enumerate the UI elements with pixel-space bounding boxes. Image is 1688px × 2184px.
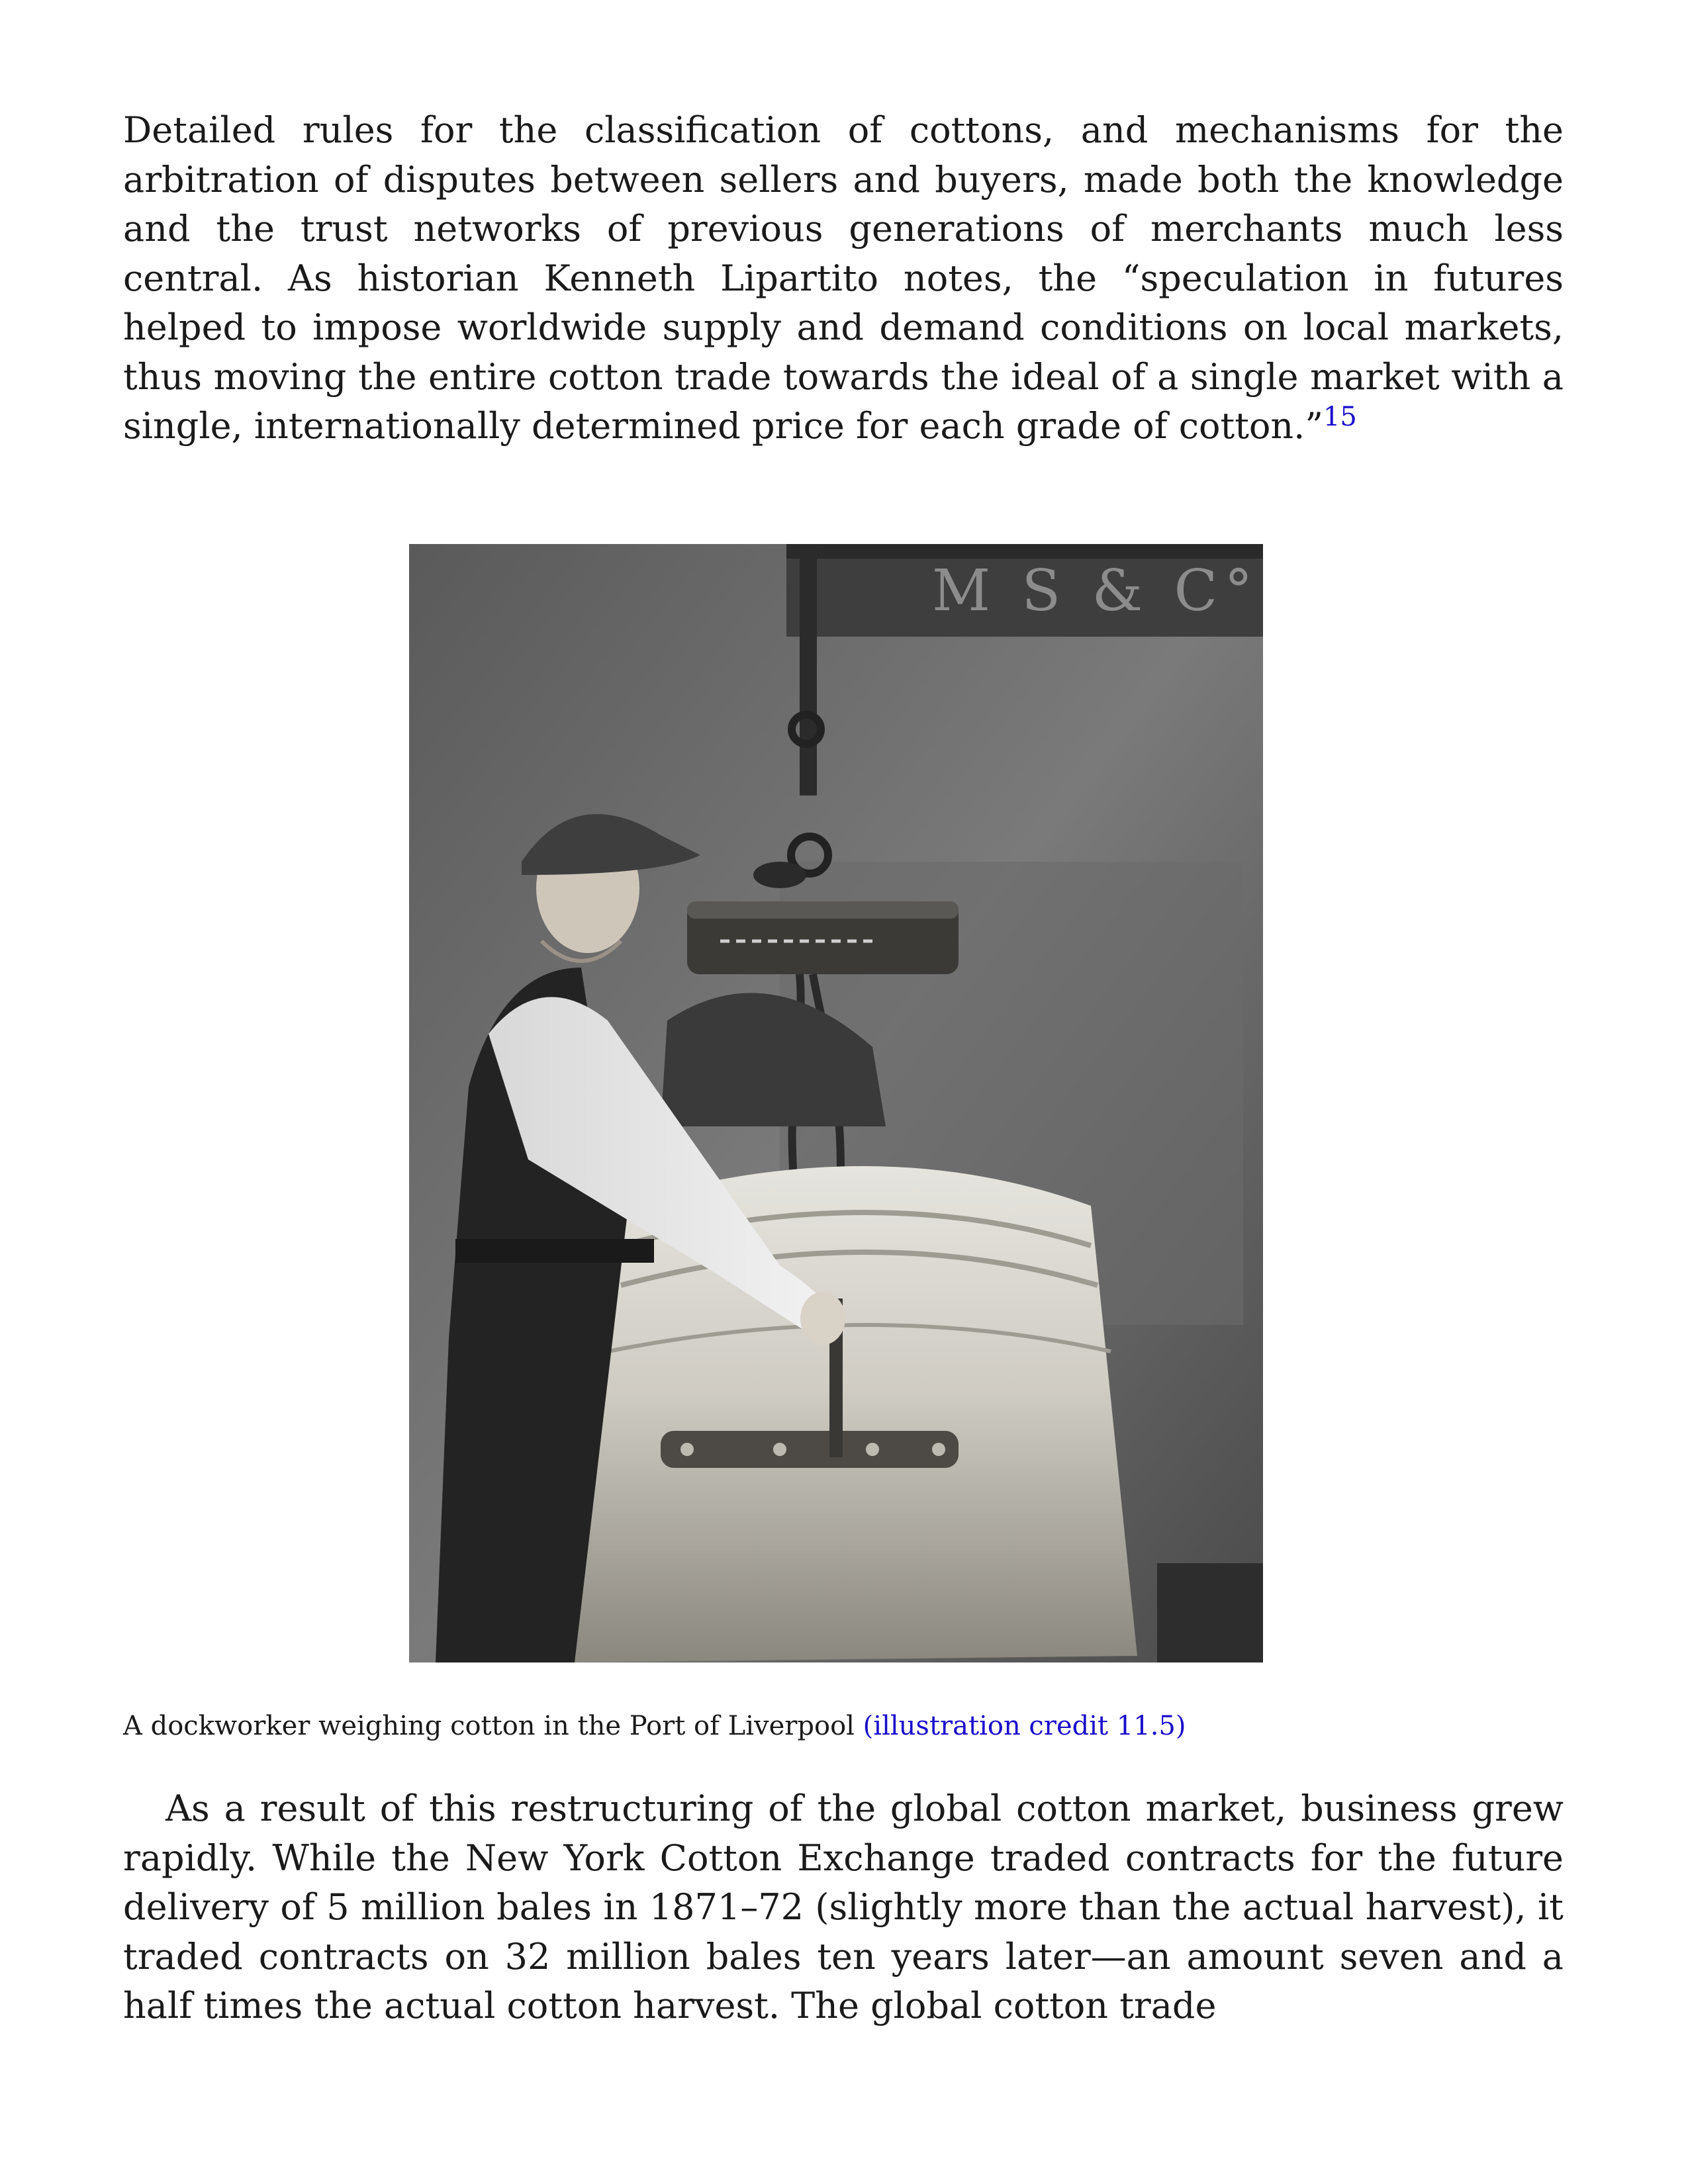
dockworker-photo — [409, 544, 1263, 1662]
illustration-credit-link[interactable]: (illustration credit 11.5) — [863, 1711, 1186, 1741]
scale-beam-lettering: M S & C° — [932, 558, 1260, 624]
body-paragraph-1 — [123, 106, 1564, 451]
paragraph-1-text: Detailed rules for the classification of cottons, and mechanisms for the arbitration of disputes between sellers and buyers, made both the knowledge and the trust networks of previous generations of merchants much less central. As historian Kenneth Lipartito notes, the “speculation in futures helped to impose worldwide supply and demand conditions on local markets, thus moving the entire cotton trade towards the ideal of a single market with a single, internationally determined price for each grade of cotton.” — [123, 109, 1564, 447]
caption-text: A dockworker weighing cotton in the Port of Liverpool — [123, 1711, 855, 1741]
body-paragraph-2-wrapper — [123, 1784, 1564, 2031]
page-body — [123, 106, 1564, 451]
photo-illustration — [409, 544, 1263, 1662]
body-paragraph-2: As a result of this restructuring of the global cotton market, business grew rapidly. While the New York Cotton Exchange traded contracts for the future delivery of 5 million bales in 1871–72 (slightly more than the actual harvest), it traded contracts on 32 million bales ten years later—an amount seven and a half times the actual cotton harvest. The global cotton trade — [123, 1788, 1564, 2026]
footnote-link-15[interactable]: 15 — [1323, 402, 1357, 432]
figure-caption — [123, 1707, 1564, 1745]
